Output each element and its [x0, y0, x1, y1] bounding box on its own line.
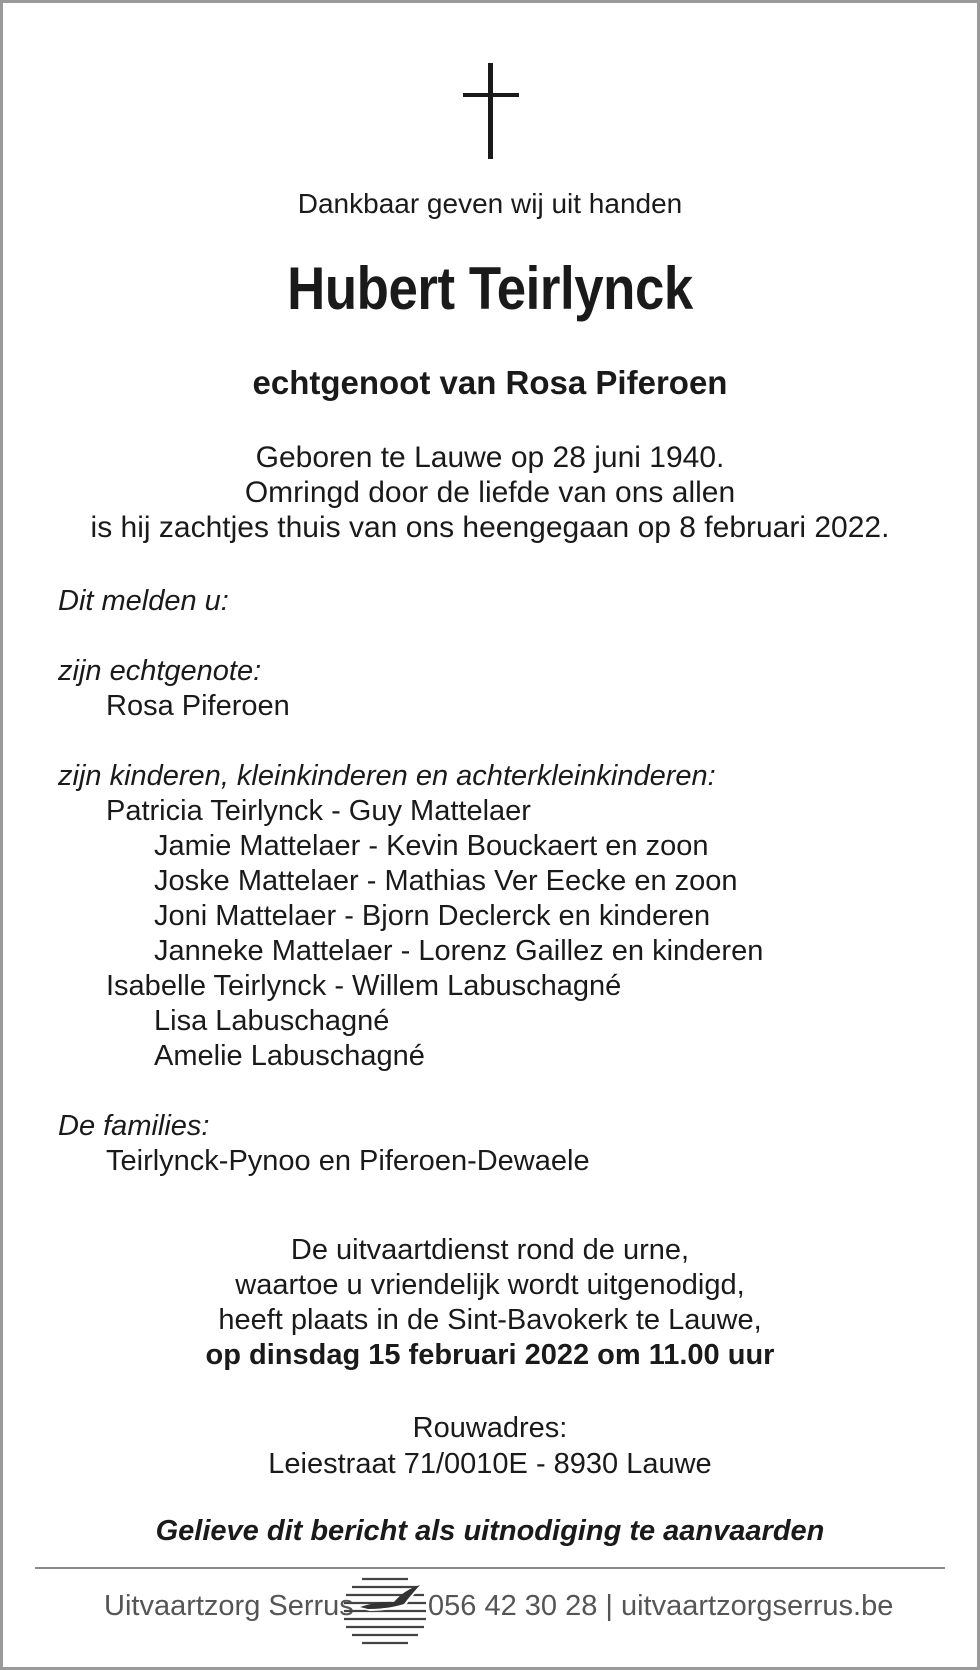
intro-text: Dankbaar geven wij uit handen	[297, 188, 683, 219]
service-line: waartoe u vriendelijk wordt uitgenodigd,	[235, 1269, 745, 1301]
spouse-line: echtgenoot van Rosa Piferoen	[252, 364, 728, 401]
wife-name: Rosa Piferoen	[106, 690, 290, 722]
families-heading: De families:	[58, 1110, 210, 1142]
address-text: Leiestraat 71/0010E - 8930 Lauwe	[268, 1448, 712, 1480]
invitation-request: Gelieve dit bericht als uitnodiging te aanvaarden	[155, 1515, 825, 1547]
surrounded-line: Omringd door de liefde van ons allen	[244, 476, 736, 509]
family-member: Joni Mattelaer - Bjorn Declerck en kinderen	[154, 900, 711, 932]
family-member: Janneke Mattelaer - Lorenz Gaillez en kinderen	[154, 935, 764, 967]
cross-icon	[463, 63, 519, 159]
families-names: Teirlynck-Pynoo en Piferoen-Dewaele	[106, 1145, 590, 1177]
deceased-name: Hubert Teirlynck	[287, 255, 693, 322]
children-heading: zijn kinderen, kleinkinderen en achterkleinkinderen:	[58, 760, 716, 792]
birth-death-text	[0, 440, 980, 545]
mourning-address	[0, 1410, 980, 1482]
footer-divider	[35, 1567, 945, 1569]
family-member: Lisa Labuschagné	[154, 1005, 390, 1037]
contact-info: 056 42 30 28 | uitvaartzorgserrus.be	[428, 1590, 894, 1622]
funeral-company-name: Uitvaartzorg Serrus	[104, 1590, 354, 1622]
family-member: Jamie Mattelaer - Kevin Bouckaert en zoon	[154, 830, 709, 862]
family-member: Joske Mattelaer - Mathias Ver Eecke en zoon	[154, 865, 738, 897]
born-line: Geboren te Lauwe op 28 juni 1940.	[255, 441, 725, 474]
announce-heading: Dit melden u:	[58, 585, 229, 617]
bird-over-waves-logo-icon	[340, 1575, 430, 1647]
family-member: Isabelle Teirlynck - Willem Labuschagné	[106, 970, 622, 1002]
service-line: De uitvaartdienst rond de urne,	[290, 1234, 690, 1266]
address-heading: Rouwadres:	[412, 1412, 568, 1444]
service-details	[0, 1233, 980, 1373]
service-line: heeft plaats in de Sint-Bavokerk te Lauwe,	[218, 1304, 762, 1336]
service-date: op dinsdag 15 februari 2022 om 11.00 uur	[205, 1339, 775, 1371]
family-member: Amelie Labuschagné	[154, 1040, 425, 1072]
wife-heading: zijn echtgenote:	[58, 655, 262, 687]
family-member: Patricia Teirlynck - Guy Mattelaer	[106, 795, 531, 827]
passed-line: is hij zachtjes thuis van ons heengegaan op 8 februari 2022.	[90, 511, 890, 544]
